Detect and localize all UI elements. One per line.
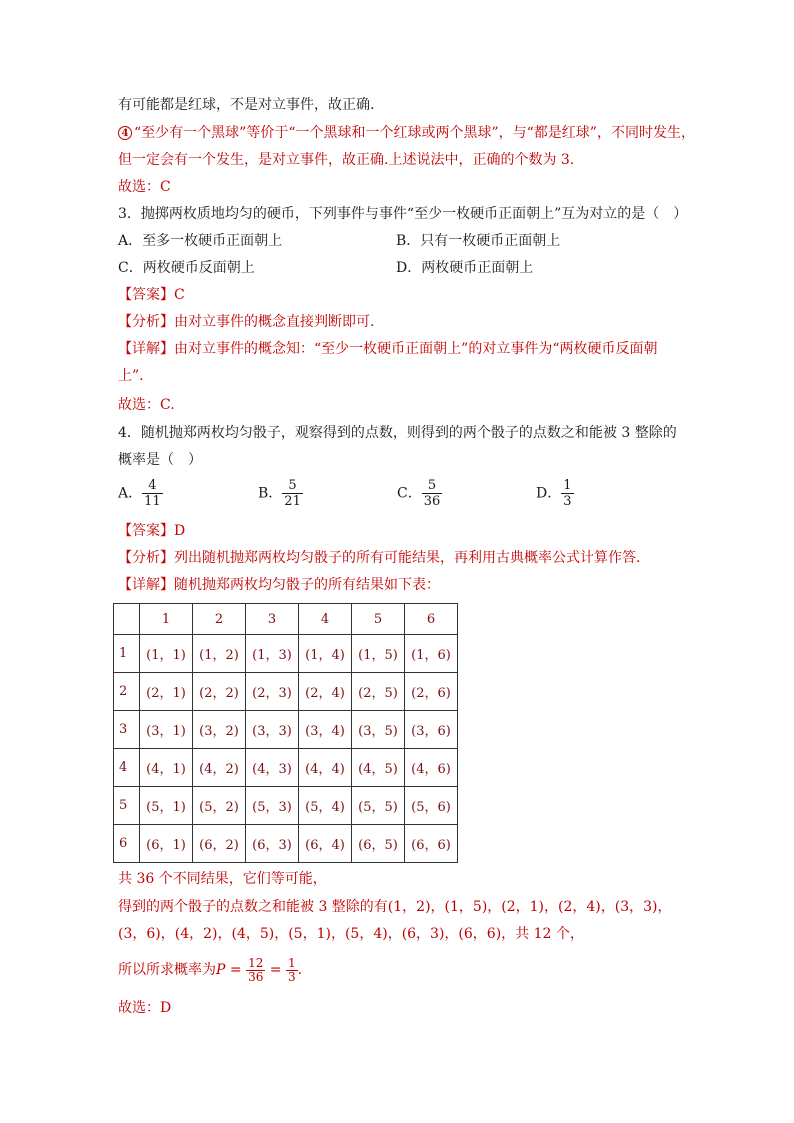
answer-value: C — [174, 287, 185, 303]
table-cell: (3，4) — [299, 711, 352, 749]
table-cell: (4，4) — [299, 749, 352, 787]
fraction: $\frac{1}{3}$ — [287, 955, 296, 984]
table-cell: (5，1) — [140, 787, 193, 825]
table-cell: (4，3) — [246, 749, 299, 787]
analysis-text: 由对立事件的概念直接判断即可. — [174, 314, 375, 330]
q3-detail-cont: 上”. — [118, 368, 144, 384]
table-cell: (5，4) — [299, 787, 352, 825]
table-header-cell: 6 — [405, 604, 458, 635]
table-header-cell: 1 — [140, 604, 193, 635]
table-cell: (2，3) — [246, 673, 299, 711]
table-cell: (6，3) — [246, 825, 299, 863]
text-line: 但一定会有一个发生，是对立事件，故正确.上述说法中，正确的个数为 3. — [118, 152, 575, 168]
table-cell: (4，2) — [193, 749, 246, 787]
table-cell: (1，6) — [405, 635, 458, 673]
table-row — [114, 635, 458, 673]
q4-answer — [118, 521, 185, 541]
table-cell: (3，6) — [405, 711, 458, 749]
row-header-cell: 4 — [114, 749, 140, 787]
table-cell: (6，5) — [352, 825, 405, 863]
probability-variable: P — [216, 962, 226, 978]
detail-text: 随机抛郑两枚均匀骰子的所有结果如下表： — [174, 577, 440, 593]
circled-number-4: 4 — [118, 126, 132, 140]
row-header-cell: 6 — [114, 825, 140, 863]
table-cell: (5，6) — [405, 787, 458, 825]
question-4-stem: 4．随机抛郑两枚均匀骰子，观察得到的点数，则得到的两个骰子的点数之和能被 3 整除的 — [118, 425, 677, 441]
q3-option-d: D．两枚硬币正面朝上 — [396, 260, 534, 276]
q3-answer — [118, 285, 185, 305]
q3-option-c: C．两枚硬币反面朝上 — [118, 260, 255, 276]
detail-tag: 【详解】 — [118, 577, 174, 593]
fraction: $\frac{5}{36}$ — [423, 478, 441, 509]
q4-choice: 故选：D — [118, 1000, 172, 1016]
table-cell: (3，2) — [193, 711, 246, 749]
q3-detail — [118, 339, 657, 359]
q4-option-b — [258, 478, 303, 509]
table-cell: (5，5) — [352, 787, 405, 825]
fraction: $\frac{12}{36}$ — [248, 955, 264, 984]
question-4-stem-cont: 概率是（ ） — [118, 452, 202, 468]
table-cell: (6，4) — [299, 825, 352, 863]
table-header-cell: 2 — [193, 604, 246, 635]
option-label: D． — [536, 485, 562, 502]
table-header-cell — [114, 604, 140, 635]
q4-detail — [118, 575, 440, 595]
q3-choice: 故选：C. — [118, 397, 175, 413]
q3-option-b: B．只有一枚硬币正面朝上 — [396, 233, 561, 249]
table-row — [114, 711, 458, 749]
row-header-cell: 5 — [114, 787, 140, 825]
probability-prefix: 所以所求概率为 — [118, 962, 216, 978]
table-cell: (1，1) — [140, 635, 193, 673]
q4-option-a — [118, 478, 163, 509]
table-row — [114, 749, 458, 787]
table-cell: (4，1) — [140, 749, 193, 787]
fraction: $\frac{1}{3}$ — [563, 478, 572, 509]
table-cell: (6，2) — [193, 825, 246, 863]
analysis-tag: 【分析】 — [118, 314, 174, 330]
analysis-tag: 【分析】 — [118, 550, 174, 566]
answer-tag: 【答案】 — [118, 287, 174, 303]
table-cell: (2，5) — [352, 673, 405, 711]
dice-outcome-table — [113, 603, 458, 863]
equals-sign: = — [225, 962, 247, 978]
answer-value: D — [174, 523, 186, 539]
q4-solution-line: 共 36 个不同结果，它们等可能， — [118, 871, 327, 887]
table-cell: (3，5) — [352, 711, 405, 749]
fraction: $\frac{4}{11}$ — [144, 478, 161, 509]
statement-four: “至少有一个黑球”等价于“一个黑球和一个红球或两个黑球”，与“都是红球”，不同时发生， — [134, 125, 695, 141]
q4-option-d — [536, 478, 574, 509]
q4-solution-line: (3，6)，(4，2)，(4，5)，(5，1)，(5，4)，(6，3)，(6，6)，共 12 个， — [118, 926, 584, 942]
answer-tag: 【答案】 — [118, 523, 174, 539]
table-cell: (4，6) — [405, 749, 458, 787]
table-cell: (1，3) — [246, 635, 299, 673]
option-label: B． — [258, 485, 283, 502]
q4-option-c — [397, 478, 442, 509]
question-3-stem: 3．抛掷两枚质地均匀的硬币，下列事件与事件“至少一枚硬币正面朝上”互为对立的是（ ） — [118, 206, 688, 222]
text-line — [118, 123, 695, 143]
table-cell: (3，1) — [140, 711, 193, 749]
q3-option-a: A．至多一枚硬币正面朝上 — [118, 233, 283, 249]
row-header-cell: 3 — [114, 711, 140, 749]
table-cell: (2，4) — [299, 673, 352, 711]
table-cell: (4，5) — [352, 749, 405, 787]
detail-text: 由对立事件的概念知：“至少一枚硬币正面朝上”的对立事件为“两枚硬币反面朝 — [174, 341, 658, 357]
table-cell: (6，6) — [405, 825, 458, 863]
analysis-text: 列出随机抛郑两枚均匀骰子的所有可能结果，再利用古典概率公式计算作答. — [174, 550, 641, 566]
table-cell: (2，6) — [405, 673, 458, 711]
equals-sign: = — [265, 962, 286, 978]
table-row — [114, 825, 458, 863]
q4-probability-line — [118, 955, 302, 985]
period: . — [297, 962, 303, 978]
table-cell: (2，1) — [140, 673, 193, 711]
row-header-cell: 2 — [114, 673, 140, 711]
option-label: C． — [397, 485, 422, 502]
choice-line: 故选：C — [118, 179, 171, 195]
table-cell: (6，1) — [140, 825, 193, 863]
table-cell: (5，2) — [193, 787, 246, 825]
table-cell: (3，3) — [246, 711, 299, 749]
table-cell: (5，3) — [246, 787, 299, 825]
q4-solution-line: 得到的两个骰子的点数之和能被 3 整除的有(1，2)，(1，5)，(2，1)，(2，4)，(3，3)， — [118, 899, 672, 915]
table-header-cell: 5 — [352, 604, 405, 635]
table-cell: (1，4) — [299, 635, 352, 673]
detail-tag: 【详解】 — [118, 341, 174, 357]
table-row — [114, 673, 458, 711]
table-cell: (1，5) — [352, 635, 405, 673]
table-header-row — [114, 604, 458, 635]
row-header-cell: 1 — [114, 635, 140, 673]
fraction: $\frac{5}{21}$ — [284, 478, 301, 509]
table-header-cell: 4 — [299, 604, 352, 635]
q4-analysis — [118, 548, 640, 568]
table-cell: (2，2) — [193, 673, 246, 711]
table-cell: (1，2) — [193, 635, 246, 673]
q3-analysis — [118, 312, 374, 332]
table-row — [114, 787, 458, 825]
table-header-cell: 3 — [246, 604, 299, 635]
option-label: A． — [118, 485, 143, 502]
text-line: 有可能都是红球，不是对立事件，故正确. — [118, 97, 375, 113]
